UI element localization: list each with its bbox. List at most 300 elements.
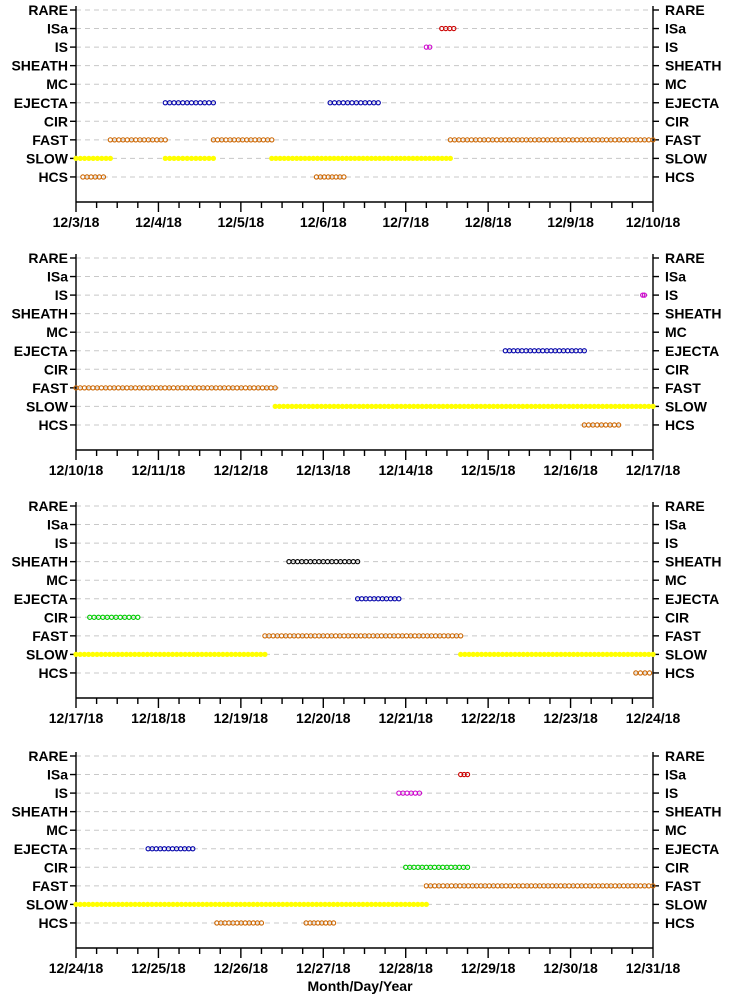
marker-slow [315, 156, 319, 160]
marker-slow [357, 902, 361, 906]
marker-slow [378, 156, 382, 160]
marker-slow [613, 404, 617, 408]
marker-slow [95, 156, 99, 160]
marker-slow [328, 404, 332, 408]
marker-slow [440, 156, 444, 160]
marker-ejecta [189, 101, 193, 105]
marker-slow [609, 652, 613, 656]
marker-slow [141, 902, 145, 906]
marker-slow [332, 404, 336, 408]
x-tick-label: 12/24/18 [48, 960, 104, 976]
marker-slow [82, 652, 86, 656]
marker-slow [390, 156, 394, 160]
y-tick-label-right: FAST [665, 877, 701, 894]
marker-slow [336, 156, 340, 160]
marker-slow [87, 156, 91, 160]
marker-slow [554, 404, 558, 408]
marker-ejecta [332, 101, 336, 105]
marker-slow [141, 652, 145, 656]
y-tick-label-left: CIR [43, 113, 68, 130]
marker-slow [458, 404, 462, 408]
x-tick-label: 12/3/18 [52, 214, 100, 230]
marker-slow [505, 652, 509, 656]
marker-slow [530, 652, 534, 656]
y-tick-label-right: FAST [665, 131, 701, 148]
y-tick-label-right: SLOW [665, 150, 707, 167]
marker-slow [95, 902, 99, 906]
marker-slow [563, 404, 567, 408]
marker-slow [99, 902, 103, 906]
marker-fast [459, 634, 463, 638]
marker-slow [470, 404, 474, 408]
marker-slow [550, 404, 554, 408]
marker-slow [533, 404, 537, 408]
marker-slow [307, 404, 311, 408]
marker-slow [112, 902, 116, 906]
marker-slow [306, 902, 310, 906]
y-tick-label-right: MC [665, 822, 687, 839]
marker-slow [466, 404, 470, 408]
marker-slow [100, 156, 104, 160]
marker-slow [596, 404, 600, 408]
y-tick-label-left: EJECTA [13, 590, 68, 607]
marker-slow [207, 156, 211, 160]
x-tick-label: 12/20/18 [296, 710, 351, 726]
x-tick-label: 12/18/18 [131, 710, 186, 726]
x-tick-label: 12/16/18 [543, 462, 598, 478]
marker-slow [168, 156, 172, 160]
marker-slow [116, 902, 120, 906]
y-tick-label-right: EJECTA [665, 840, 720, 857]
y-tick-label-right: MC [665, 324, 687, 341]
marker-slow [298, 404, 302, 408]
marker-slow [233, 652, 237, 656]
marker-slow [459, 652, 463, 656]
marker-slow [74, 156, 78, 160]
marker-slow [369, 156, 373, 160]
marker-slow [416, 404, 420, 408]
y-tick-label-left: HCS [38, 168, 68, 185]
marker-slow [278, 156, 282, 160]
marker-fast [396, 634, 400, 638]
marker-slow [651, 652, 655, 656]
marker-slow [382, 902, 386, 906]
marker-slow [298, 902, 302, 906]
marker-slow [386, 404, 390, 408]
y-tick-label-left: EJECTA [13, 840, 68, 857]
marker-slow [311, 404, 315, 408]
marker-slow [370, 404, 374, 408]
marker-slow [171, 902, 175, 906]
marker-slow [419, 156, 423, 160]
marker-slow [395, 902, 399, 906]
marker-slow [340, 902, 344, 906]
marker-slow [491, 404, 495, 408]
marker-slow [617, 404, 621, 408]
y-tick-label-right: ISa [665, 516, 687, 533]
y-tick-label-left: FAST [32, 131, 68, 148]
marker-slow [91, 652, 95, 656]
marker-slow [272, 902, 276, 906]
marker-slow [374, 902, 378, 906]
marker-slow [626, 404, 630, 408]
marker-fast [404, 634, 408, 638]
chart-panels [11, 2, 721, 976]
marker-slow [176, 156, 180, 160]
marker-slow [194, 156, 198, 160]
marker-slow [184, 902, 188, 906]
y-tick-label-right: ISa [665, 268, 687, 285]
marker-slow [286, 404, 290, 408]
marker-slow [374, 156, 378, 160]
marker-slow [314, 902, 318, 906]
y-tick-label-left: RARE [28, 2, 68, 18]
y-tick-label-left: SHEATH [11, 803, 68, 820]
marker-slow [302, 902, 306, 906]
marker-slow [307, 156, 311, 160]
x-tick-label: 12/7/18 [382, 214, 430, 230]
y-tick-label-right: SLOW [665, 896, 707, 913]
marker-slow [239, 902, 243, 906]
marker-slow [496, 404, 500, 408]
marker-slow [217, 902, 221, 906]
marker-slow [303, 156, 307, 160]
marker-slow [217, 652, 221, 656]
marker-slow [107, 652, 111, 656]
marker-fast [215, 138, 219, 142]
y-tick-label-left: ISa [46, 20, 68, 37]
marker-ejecta [207, 101, 211, 105]
marker-slow [187, 652, 191, 656]
marker-slow [191, 652, 195, 656]
y-tick-label-left: SLOW [26, 896, 68, 913]
marker-slow [551, 652, 555, 656]
y-tick-label-right: IS [665, 39, 679, 56]
marker-fast [108, 386, 112, 390]
marker-slow [133, 902, 137, 906]
x-tick-label: 12/6/18 [299, 214, 347, 230]
y-tick-label-left: HCS [38, 664, 68, 681]
y-tick-label-right: RARE [665, 2, 705, 18]
marker-slow [273, 404, 277, 408]
chart-panel-1 [11, 2, 721, 230]
marker-slow [424, 902, 428, 906]
marker-slow [150, 902, 154, 906]
marker-slow [145, 652, 149, 656]
marker-slow [441, 404, 445, 408]
marker-slow [225, 652, 229, 656]
marker-slow [378, 404, 382, 408]
marker-slow [488, 652, 492, 656]
y-tick-label-right: FAST [665, 627, 701, 644]
marker-slow [567, 404, 571, 408]
marker-slow [504, 404, 508, 408]
marker-slow [403, 902, 407, 906]
marker-slow [399, 404, 403, 408]
marker-slow [282, 156, 286, 160]
marker-slow [192, 902, 196, 906]
marker-slow [500, 404, 504, 408]
marker-slow [374, 404, 378, 408]
marker-slow [103, 902, 107, 906]
marker-slow [467, 652, 471, 656]
x-tick-label: 12/29/18 [460, 960, 516, 976]
marker-slow [188, 902, 192, 906]
marker-slow [525, 404, 529, 408]
marker-slow [302, 404, 306, 408]
marker-slow [128, 652, 132, 656]
y-tick-label-left: MC [46, 572, 68, 589]
marker-slow [437, 404, 441, 408]
marker-slow [584, 652, 588, 656]
x-tick-label: 12/23/18 [543, 710, 598, 726]
marker-slow [336, 404, 340, 408]
marker-slow [365, 902, 369, 906]
marker-slow [340, 156, 344, 160]
y-tick-label-right: ISa [665, 766, 687, 783]
marker-slow [247, 902, 251, 906]
chart-panel-2 [11, 250, 721, 478]
marker-slow [129, 902, 133, 906]
marker-slow [584, 404, 588, 408]
marker-slow [209, 902, 213, 906]
marker-slow [398, 156, 402, 160]
marker-slow [172, 156, 176, 160]
x-tick-label: 12/31/18 [625, 960, 681, 976]
y-tick-label-left: IS [54, 785, 68, 802]
x-tick-label: 12/14/18 [378, 462, 433, 478]
marker-slow [149, 652, 153, 656]
marker-slow [74, 652, 78, 656]
marker-slow [158, 902, 162, 906]
y-tick-label-left: ISa [46, 268, 68, 285]
marker-slow [407, 404, 411, 408]
marker-slow [293, 902, 297, 906]
y-tick-label-left: FAST [32, 379, 68, 396]
x-tick-label: 12/27/18 [296, 960, 351, 976]
y-tick-label-left: EJECTA [13, 94, 68, 111]
marker-fast [630, 884, 634, 888]
y-tick-label-right: HCS [665, 664, 695, 681]
marker-slow [299, 156, 303, 160]
marker-slow [196, 652, 200, 656]
marker-slow [394, 156, 398, 160]
y-tick-label-left: HCS [38, 914, 68, 931]
y-tick-label-right: RARE [665, 250, 705, 266]
y-tick-label-right: SHEATH [665, 57, 722, 74]
chart-panel-3 [11, 498, 721, 726]
marker-slow [238, 652, 242, 656]
marker-slow [420, 404, 424, 408]
marker-slow [407, 902, 411, 906]
marker-slow [270, 156, 274, 160]
marker-slow [369, 902, 373, 906]
marker-slow [78, 902, 82, 906]
marker-slow [403, 404, 407, 408]
marker-fast [630, 138, 634, 142]
marker-slow [242, 652, 246, 656]
marker-slow [542, 652, 546, 656]
y-tick-label-left: EJECTA [13, 342, 68, 359]
marker-slow [99, 652, 103, 656]
marker-slow [517, 652, 521, 656]
marker-slow [282, 404, 286, 408]
marker-slow [479, 652, 483, 656]
marker-slow [189, 156, 193, 160]
marker-slow [133, 652, 137, 656]
marker-slow [332, 156, 336, 160]
y-tick-label-left: IS [54, 535, 68, 552]
y-tick-label-left: IS [54, 287, 68, 304]
marker-slow [323, 902, 327, 906]
y-tick-label-right: RARE [665, 498, 705, 514]
x-tick-label: 12/9/18 [547, 214, 594, 230]
x-tick-label: 12/22/18 [460, 710, 516, 726]
chart-panel-4 [11, 748, 721, 976]
marker-slow [403, 156, 407, 160]
marker-slow [580, 652, 584, 656]
marker-slow [605, 404, 609, 408]
marker-slow [116, 652, 120, 656]
marker-slow [259, 652, 263, 656]
x-tick-label: 12/13/18 [296, 462, 351, 478]
marker-slow [462, 404, 466, 408]
marker-slow [538, 652, 542, 656]
marker-slow [399, 902, 403, 906]
marker-fast [566, 138, 570, 142]
marker-slow [277, 902, 281, 906]
y-tick-label-left: SHEATH [11, 305, 68, 322]
marker-slow [475, 404, 479, 408]
marker-slow [229, 652, 233, 656]
marker-slow [454, 404, 458, 408]
marker-fast [558, 138, 562, 142]
marker-slow [211, 156, 215, 160]
x-tick-label: 12/30/18 [543, 960, 598, 976]
marker-slow [407, 156, 411, 160]
marker-slow [82, 902, 86, 906]
marker-fast [171, 386, 175, 390]
marker-slow [146, 902, 150, 906]
marker-fast [567, 884, 571, 888]
marker-slow [361, 404, 365, 408]
marker-slow [201, 902, 205, 906]
marker-slow [517, 404, 521, 408]
y-tick-label-left: RARE [28, 498, 68, 514]
marker-slow [357, 156, 361, 160]
marker-slow [295, 156, 299, 160]
marker-slow [357, 404, 361, 408]
marker-slow [251, 902, 255, 906]
marker-slow [175, 652, 179, 656]
marker-slow [264, 902, 268, 906]
marker-slow [483, 404, 487, 408]
marker-fast [108, 138, 112, 142]
marker-slow [643, 652, 647, 656]
y-tick-label-right: EJECTA [665, 590, 720, 607]
marker-slow [183, 652, 187, 656]
marker-slow [500, 652, 504, 656]
y-tick-label-left: ISa [46, 516, 68, 533]
marker-slow [428, 156, 432, 160]
marker-slow [315, 404, 319, 408]
marker-slow [125, 902, 129, 906]
y-tick-label-left: IS [54, 39, 68, 56]
marker-slow [555, 652, 559, 656]
marker-slow [340, 404, 344, 408]
marker-fast [342, 634, 346, 638]
marker-slow [196, 902, 200, 906]
marker-slow [290, 156, 294, 160]
marker-slow [163, 156, 167, 160]
marker-slow [391, 404, 395, 408]
marker-sheath [351, 560, 355, 564]
x-tick-label: 12/10/18 [625, 214, 681, 230]
marker-slow [203, 156, 207, 160]
marker-slow [294, 404, 298, 408]
x-tick-label: 12/19/18 [213, 710, 269, 726]
marker-slow [436, 156, 440, 160]
y-tick-label-right: SHEATH [665, 803, 722, 820]
marker-slow [411, 156, 415, 160]
marker-slow [120, 902, 124, 906]
marker-slow [559, 652, 563, 656]
marker-slow [254, 652, 258, 656]
marker-slow [484, 652, 488, 656]
y-tick-label-right: IS [665, 287, 679, 304]
marker-slow [433, 404, 437, 408]
marker-slow [496, 652, 500, 656]
marker-fast [99, 386, 103, 390]
marker-slow [78, 156, 82, 160]
marker-slow [327, 902, 331, 906]
marker-slow [290, 404, 294, 408]
y-tick-label-left: FAST [32, 627, 68, 644]
marker-slow [521, 652, 525, 656]
marker-slow [463, 652, 467, 656]
marker-slow [509, 652, 513, 656]
marker-slow [365, 156, 369, 160]
marker-slow [386, 156, 390, 160]
marker-slow [286, 156, 290, 160]
marker-slow [449, 404, 453, 408]
x-tick-label: 12/26/18 [213, 960, 269, 976]
marker-slow [328, 156, 332, 160]
y-tick-label-right: EJECTA [665, 94, 720, 111]
marker-slow [91, 902, 95, 906]
y-tick-label-left: FAST [32, 877, 68, 894]
y-tick-label-right: MC [665, 76, 687, 93]
marker-slow [542, 404, 546, 408]
x-tick-label: 12/10/18 [48, 462, 104, 478]
marker-slow [349, 404, 353, 408]
y-tick-label-left: SHEATH [11, 553, 68, 570]
marker-slow [525, 652, 529, 656]
marker-slow [638, 652, 642, 656]
y-tick-label-left: HCS [38, 416, 68, 433]
marker-slow [513, 652, 517, 656]
y-tick-label-right: IS [665, 785, 679, 802]
y-tick-label-left: CIR [43, 859, 68, 876]
marker-slow [104, 156, 108, 160]
x-tick-label: 12/12/18 [213, 462, 269, 478]
marker-slow [112, 652, 116, 656]
marker-slow [289, 902, 293, 906]
marker-slow [538, 404, 542, 408]
marker-slow [471, 652, 475, 656]
marker-slow [221, 652, 225, 656]
marker-slow [643, 404, 647, 408]
